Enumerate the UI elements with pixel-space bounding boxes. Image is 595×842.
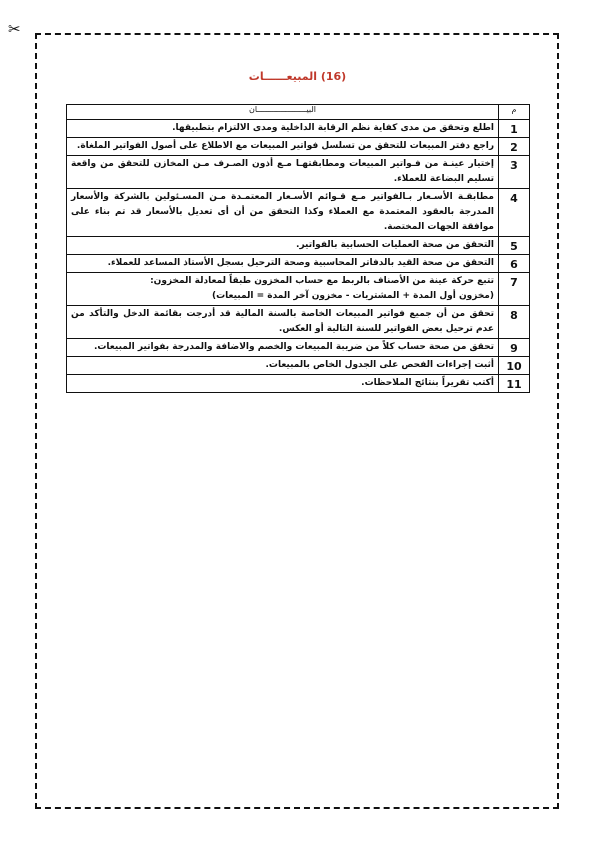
row-number: 5 bbox=[499, 237, 530, 255]
row-text: راجع دفتر المبيعات للتحقق من تسلسل فواتير المبيعات مع الاطلاع على أصول الفواتير الملغاة. bbox=[67, 138, 499, 156]
row-number: 11 bbox=[499, 375, 530, 393]
table-row bbox=[67, 156, 530, 189]
row-number: 7 bbox=[499, 273, 530, 306]
table-row bbox=[67, 339, 530, 357]
header-number: م bbox=[499, 105, 530, 120]
table-row bbox=[67, 237, 530, 255]
row-number: 2 bbox=[499, 138, 530, 156]
row-text: أثبت إجراءات الفحص على الجدول الخاص بالمبيعات. bbox=[67, 357, 499, 375]
row-number: 9 bbox=[499, 339, 530, 357]
table-header-row bbox=[67, 105, 530, 120]
row-text: تحقق من صحة حساب كلاً من ضريبة المبيعات والخصم والاضافة والمدرجة بفواتير المبيعات. bbox=[67, 339, 499, 357]
scissors-icon: ✂ bbox=[8, 20, 21, 38]
row-text: تحقق من أن جميع فواتير المبيعات الخاصة بالسنة المالية قد أدرجت بقائمة الدخل والتأكد من عدم ترحيل بعض الفواتير للسنة التالية أو العكس. bbox=[67, 306, 499, 339]
row-text: مطابقـة الأسـعار بـالفواتير مـع قـوائم الأسـعار المعتمـدة مـن المسـئولين بالشركة والأسعار المدرجة بالعقود المعتمدة مع العملاء وكذا التحقق من أن أى تعديل بالأسعار قد تم بناء على موافقة الجهات المختصة. bbox=[67, 189, 499, 237]
page-title: (16) المبيعــــــات bbox=[248, 70, 347, 83]
row-text: التحقق من صحة القيد بالدفاتر المحاسبية وصحة الترحيل بسجل الأستاذ المساعد للعملاء. bbox=[67, 255, 499, 273]
row-text: إختيار عينـة من فـواتير المبيعات ومطابقتهـا مـع أذون الصـرف مـن المخازن للتحقق من واقعة تسليم البضاعة للعملاء. bbox=[67, 156, 499, 189]
table-row bbox=[67, 306, 530, 339]
table-row bbox=[67, 189, 530, 237]
table-row bbox=[67, 255, 530, 273]
row-text: تتبع حركة عينة من الأصناف بالربط مع حساب المخزون طبقاً لمعادلة المخزون: (مخزون أول المدة + المشتريات - مخزون آخر المدة = المبيعات) bbox=[67, 273, 499, 306]
row-number: 3 bbox=[499, 156, 530, 189]
table-row bbox=[67, 120, 530, 138]
row-text: التحقق من صحة العمليات الحسابية بالفواتير. bbox=[67, 237, 499, 255]
row-number: 8 bbox=[499, 306, 530, 339]
row-number: 6 bbox=[499, 255, 530, 273]
row-text: اطلع وتحقق من مدى كفاية نظم الرقابة الداخلية ومدى الالتزام بتطبيقها. bbox=[67, 120, 499, 138]
row-number: 10 bbox=[499, 357, 530, 375]
table-row bbox=[67, 357, 530, 375]
row-number: 4 bbox=[499, 189, 530, 237]
table-row bbox=[67, 138, 530, 156]
table-row bbox=[67, 273, 530, 306]
header-statement: البيـــــــــــــــــــــان bbox=[67, 105, 499, 120]
row-number: 1 bbox=[499, 120, 530, 138]
row-text: أكتب تقريراً بنتائج الملاحظات. bbox=[67, 375, 499, 393]
table-row bbox=[67, 375, 530, 393]
audit-checklist-table bbox=[66, 104, 530, 393]
